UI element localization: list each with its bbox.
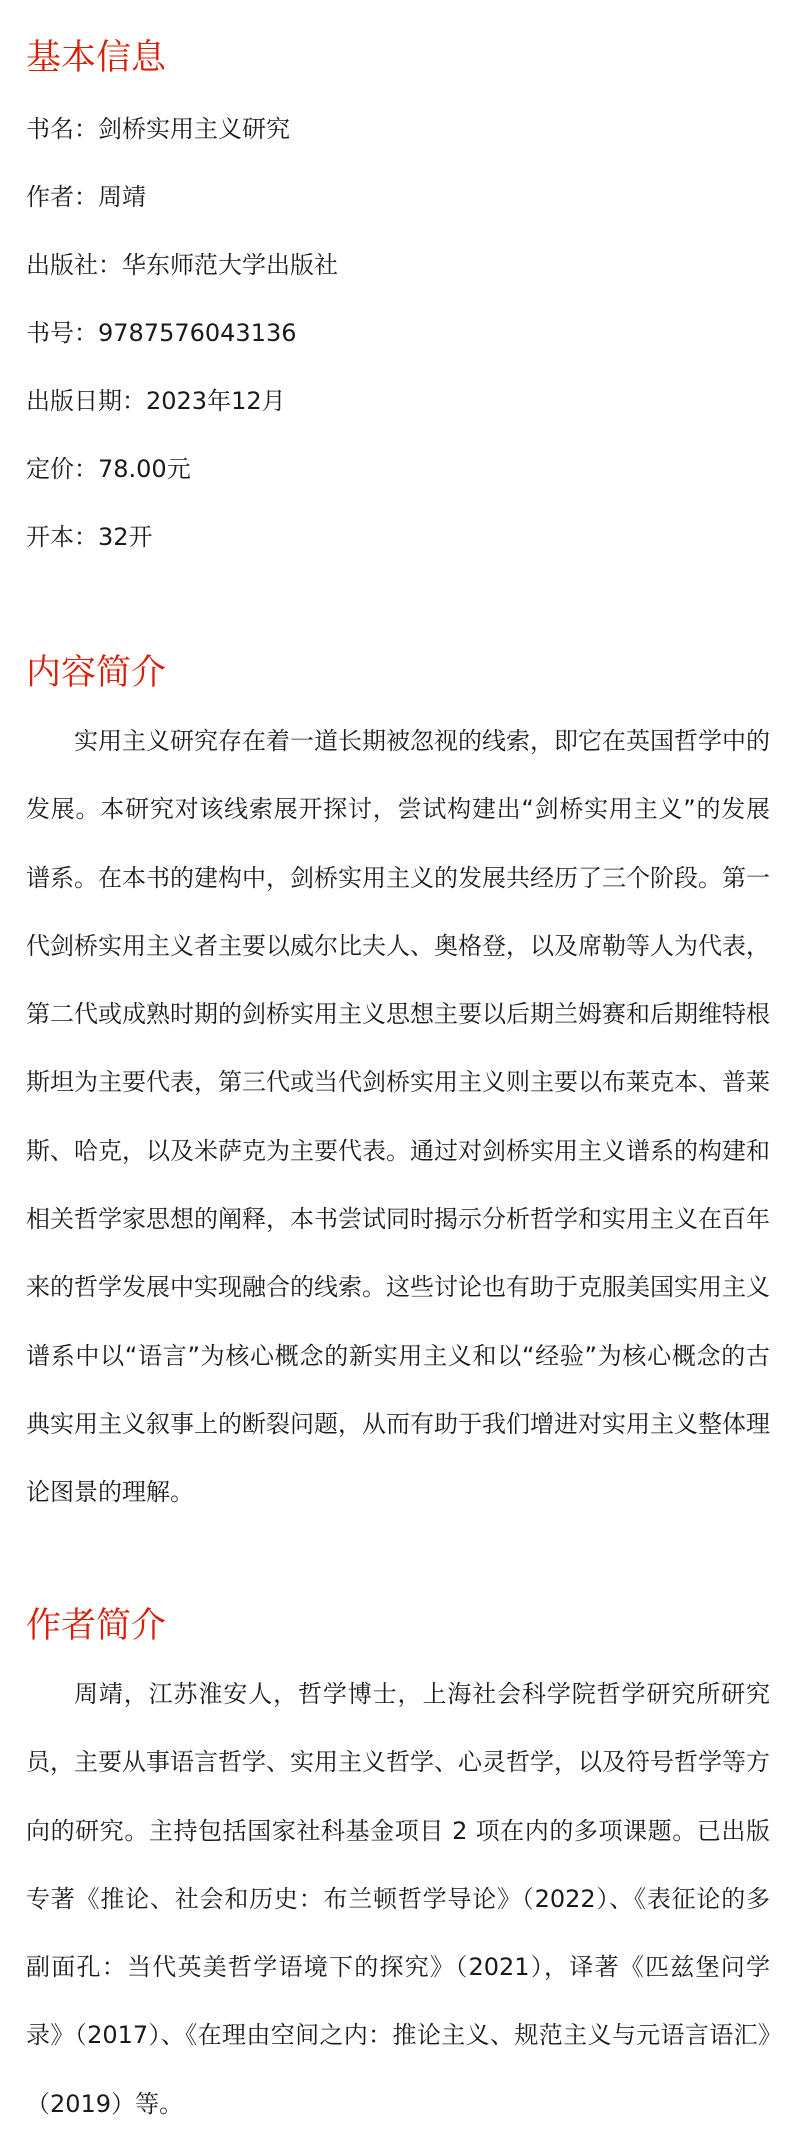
info-isbn: 书号：9787576043136 [26,319,297,347]
info-author: 作者：周靖 [26,183,146,211]
summary-paragraph: 实用主义研究存在着一道长期被忽视的线索，即它在英国哲学中的发展。本研究对该线索展开探讨，尝试构建出“剑桥实用主义”的发展谱系。在本书的建构中，剑桥实用主义的发展共经历了三个阶段。第一代剑桥实用主义者主要以威尔比夫人、奥格登，以及席勒等人为代表，第二代或成熟时期的剑桥实用主义思想主要以后期兰姆赛和后期维特根斯坦为主要代表，第三代或当代剑桥实用主义则主要以布莱克本、普莱斯、哈克，以及米萨克为主要代表。通过对剑桥实用主义谱系的构建和相关哲学家思想的阐释，本书尝试同时揭示分析哲学和实用主义在百年来的哲学发展中实现融合的线索。这些讨论也有助于克服美国实用主义谱系中以“语言”为核心概念的新实用主义和以“经验”为核心概念的古典实用主义叙事上的断裂问题，从而有助于我们增进对实用主义整体理论图景的理解。 [26,727,770,1507]
author-heading: 作者简介 [26,1606,167,1646]
info-price: 定价：78.00元 [26,455,191,483]
info-publisher: 出版社：华东师范大学出版社 [26,251,338,279]
summary-heading: 内容简介 [26,653,167,693]
basic-info-heading: 基本信息 [26,38,167,78]
info-format: 开本：32开 [26,523,153,551]
info-book-title: 书名：剑桥实用主义研究 [26,115,290,143]
author-paragraph: 周靖，江苏淮安人，哲学博士，上海社会科学院哲学研究所研究员，主要从事语言哲学、实用主义哲学、心灵哲学，以及符号哲学等方向的研究。主持包括国家社科基金项目 2 项在内的多项课题。已出版专著《推论、社会和历史：布兰顿哲学导论》（2022）、《表征论的多副面孔：当代英美哲学语境下的探究》（2021），译著《匹兹堡问学录》（2017）、《在理由空间之内：推论主义、规范主义与元语言语汇》（2019）等。 [26,1680,770,2118]
info-publish-date: 出版日期：2023年12月 [26,387,286,415]
